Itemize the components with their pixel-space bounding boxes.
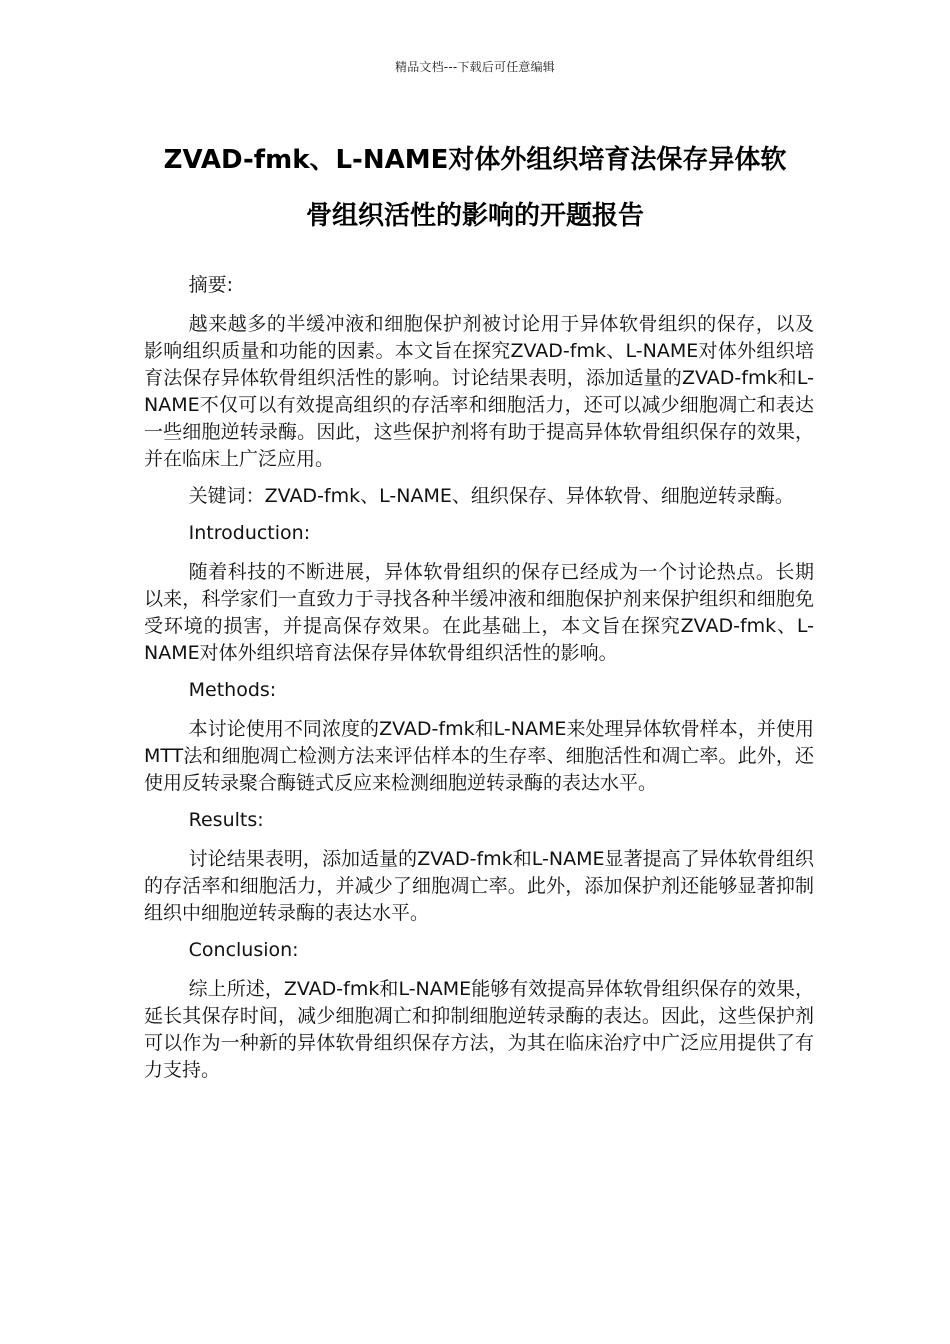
document-title: [120, 132, 830, 244]
header-note: 精品文档---下载后可任意编辑: [395, 60, 555, 74]
introduction-heading: Introduction:: [188, 522, 311, 544]
keywords-paragraph: 关键词：ZVAD-fmk、L-NAME、组织保存、异体软骨、细胞逆转录酶。: [188, 485, 794, 507]
methods-heading: Methods:: [188, 679, 277, 701]
title-line-2: 骨组织活性的影响的开题报告: [305, 201, 644, 231]
introduction-paragraph: 随着科技的不断进展，异体软骨组织的保存已经成为一个讨论热点。长期以来，科学家们一直致力于寻找各种半缓冲液和细胞保护剂来保护组织和细胞免受环境的损害，并提高保存效果。在此基础上，本文旨在探究ZVAD-fmk、L-NAME对体外组织培育法保存异体软骨组织活性的影响。: [144, 561, 814, 664]
document-body: [144, 268, 814, 1094]
results-paragraph: 讨论结果表明，添加适量的ZVAD-fmk和L-NAME显著提高了异体软骨组织的存活率和细胞活力，并减少了细胞凋亡率。此外，添加保护剂还能够显著抑制组织中细胞逆转录酶的表达水平。: [144, 848, 814, 924]
methods-paragraph: 本讨论使用不同浓度的ZVAD-fmk和L-NAME来处理异体软骨样本，并使用MTT法和细胞凋亡检测方法来评估样本的生存率、细胞活性和凋亡率。此外，还使用反转录聚合酶链式反应来检测细胞逆转录酶的表达水平。: [144, 718, 814, 794]
conclusion-paragraph: 综上所述，ZVAD-fmk和L-NAME能够有效提高异体软骨组织保存的效果，延长其保存时间，减少细胞凋亡和抑制细胞逆转录酶的表达。因此，这些保护剂可以作为一种新的异体软骨组织保存方法，为其在临床治疗中广泛应用提供了有力支持。: [144, 978, 814, 1081]
abstract-paragraph: 越来越多的半缓冲液和细胞保护剂被讨论用于异体软骨组织的保存，以及影响组织质量和功能的因素。本文旨在探究ZVAD-fmk、L-NAME对体外组织培育法保存异体软骨组织活性的影响。讨论结果表明，添加适量的ZVAD-fmk和L-NAME不仅可以有效提高组织的存活率和细胞活力，还可以减少细胞凋亡和表达一些细胞逆转录酶。因此，这些保护剂将有助于提高异体软骨组织保存的效果，并在临床上广泛应用。: [144, 313, 814, 470]
conclusion-heading: Conclusion:: [188, 939, 299, 961]
title-line-1: ZVAD-fmk、L-NAME对体外组织培育法保存异体软: [163, 145, 787, 175]
abstract-heading: 摘要:: [188, 274, 234, 296]
results-heading: Results:: [188, 809, 264, 831]
